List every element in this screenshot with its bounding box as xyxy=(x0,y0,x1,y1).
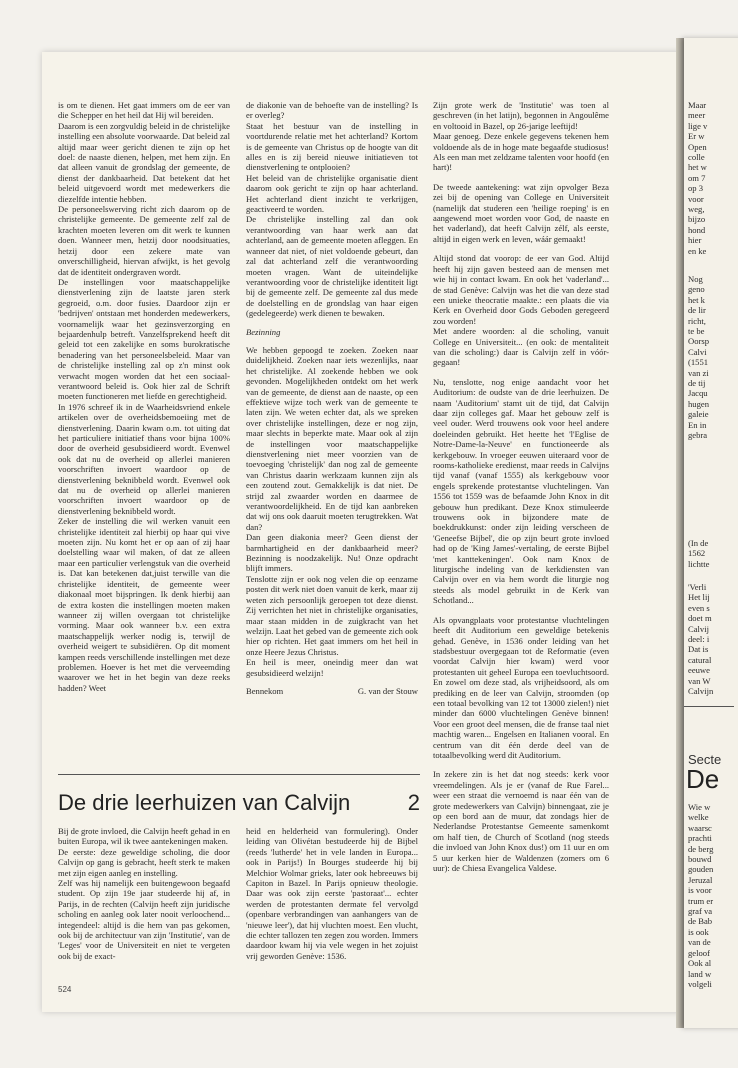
paragraph: In 1976 schreef ik in de Waarheidsvriend enkele artikelen over de overheidsbemoeiing met de dienstverlening. Daarin kwam o.m. tot uiting dat het particuliere initiatief thans voor bijna 100% door de overheid gesubsidieerd wordt. Evenwel ook dat nu de overheid op allerlei manieren voorschriften invoert waardoor op de dienstverlening beknibbeld wordt. Evenwel ook dat nu de overheid op allerlei manieren voorschriften invoert waardoor op de dienstverlening beknibbeld wordt. xyxy=(58,401,230,516)
facing-text-line: Open xyxy=(688,141,707,152)
article-headline xyxy=(58,790,420,816)
facing-text-line: prachti xyxy=(688,833,712,844)
facing-text-line: is voor xyxy=(688,885,712,896)
facing-text-line: van W xyxy=(688,675,711,686)
facing-text-line: Maar xyxy=(688,100,707,110)
facing-text-line: om 7 xyxy=(688,172,706,183)
signature-name: G. van der Stouw xyxy=(357,685,418,696)
facing-text-line: het k xyxy=(688,294,705,305)
paragraph: Zijn grote werk de 'Institutie' was toen al geschreven (in het latijn), begonnen in Angoulême en voltooid in Bazel, op 26-jarige leeftijd! xyxy=(433,100,609,131)
facing-section-label: Secte xyxy=(688,752,722,767)
signature-place: Bennekom xyxy=(246,685,284,696)
facing-text-line: doet m xyxy=(688,613,712,624)
facing-text-line: eeuwe xyxy=(688,665,710,676)
facing-text-line: van zi xyxy=(688,367,709,378)
paragraph: heid en helderheid van formulering). Onder leiding van Olivétan bestudeerde hij de Bijbel (reeds 'lutherde' het in vele landen in Europa... ook in Parijs!) In Bourges studeerde hij bij Melchior Wolmar grieks, later ook hebreeuws bij Capiton in Bazel. In Parijs opnieuw theologie. Daar was ook zijn eerste 'pastoraat'... echter werden de protestanten dermate fel vervolgd (openbare verbrandingen van aanhangers van de 'nieuwe leer'), dat hij vluchten moest. Een vlucht, die echter tallozen ten zegen zou worden. Immers daardoor kwam hij via vele wegen in het zojuist vrij geworden Genève: 1536. xyxy=(246,826,418,961)
paragraph: Zelf was hij namelijk een buitengewoon begaafd student. Op zijn 19e jaar studeerde hij af, in Parijs, in de rechten (Calvijn heeft zijn juridische scholing en aanleg ook later nooit verloochend... integendeel: altijd is die hem van pas gekomen, ook bij de architectuur van zijn 'Institutie', van de 'Leges' voor de Universiteit en niet te vergeten ook bij de exact- xyxy=(58,878,230,961)
facing-text-block xyxy=(688,802,713,989)
facing-text-line: Het lij xyxy=(688,592,710,603)
facing-text-line: op 3 xyxy=(688,183,704,194)
facing-text-line: en ke xyxy=(688,245,707,256)
upper-column-1 xyxy=(58,100,230,760)
article-title: De drie leerhuizen van Calvijn xyxy=(58,790,351,815)
facing-text-line: bouwd xyxy=(688,854,712,865)
lower-column-2 xyxy=(246,826,418,976)
facing-text-line: geloof xyxy=(688,947,710,958)
facing-text-line: Calvi xyxy=(688,346,707,357)
facing-text-line: Jacqu xyxy=(688,388,708,399)
facing-text-line: hugen xyxy=(688,398,710,409)
paragraph: In zekere zin is het dat nog steeds: kerk voor vreemdelingen. Als je er (vanaf de Rue Farel... weer een straat die vernoemd is naar één van de grote medewerkers van Calvijn) binnengaat, zie je op een bord aan de muur, dat zondags hier de Nederlandse Protestantse Gemeente samenkomt om half tien, de Church of Scotland (nog steeds die invloed van John Knox dus!) om 11 uur en om 5 uur kerken hier de Waldenzen (zomers om 6 uur): de Chiesa Evangelica Valdese. xyxy=(433,769,609,874)
paragraph: Zeker de instelling die wil werken vanuit een christelijke identiteit zal hierbij op haar qui vive moeten zijn. Nu komt het er op aan of zij haar doelstelling waar wil maken, of dat ze alleen maar een particulier verlengstuk van die overheid is. Dat kan betekenen dat,juist terwille van die christelijke identiteit, de gemeente weer diakonaal moet bijspringen. Ik denk hierbij aan de extra kosten die instellingen moeten maken wanneer zij willen overgaan tot christelijke vorming. Maar ook wanneer b.v. een extra maatschappelijk werker nodig is, terwijl de overheid weigert te subsidiëren. Op dit moment kampen reeds verschillende instellingen met deze problemen. Hoever is het met die verveemding waarover we het in het begin van deze reeks hadden? Weet xyxy=(58,516,230,693)
facing-text-line: is ook xyxy=(688,926,709,937)
facing-text-line: Jeruzal xyxy=(688,874,713,885)
facing-text-line: trum er xyxy=(688,895,714,906)
facing-text-line: gouden xyxy=(688,864,714,875)
paragraph: De eerste: deze geweldige scholing, die door Calvijn op gang is gebracht, heeft sterk te maken met zijn eigen aanleg en instelling. xyxy=(58,846,230,878)
facing-divider xyxy=(684,706,734,707)
facing-text-block xyxy=(688,100,707,256)
paragraph: En heil is meer, oneindig meer dan wat gesubsidieerd welzijn! xyxy=(246,657,418,678)
facing-text-line: het w xyxy=(688,162,707,173)
facing-text-line: land w xyxy=(688,968,712,979)
facing-page-text xyxy=(684,100,738,1000)
paragraph: Maar genoeg. Deze enkele gegevens tekenen hem voldoende als de in hoge mate begaafde studiosus! Als een man met zeldzame talenten voor hoofd (en hart)! xyxy=(433,131,609,173)
facing-text-line: welke xyxy=(688,812,709,823)
page-number: 524 xyxy=(58,985,72,994)
paragraph: Als opvangplaats voor protestantse vluchtelingen heeft dit Auditorium een geweldige betekenis gehad. Genève, in 1536 onder leiding van het stadsbestuur overgegaan tot de Reformatie (even voordat Calvijn hier kwam) werd voor protestanten uit geheel Europa een toevluchtsoord. En zowel om deze stad, als vrijheidsoord, als om prediking en de leer van Calvijn, stroomden (op een totaal bevolking van 12 tot 13000 zielen!) niet minder dan 6000 vluchtelingen Genève binnen! Voor een groot deel mensen, die de franse taal niet machtig waren... Engelsen en Italianen vooral. En centrum van dit één derde deel van de totaalbevolking werd dit Auditorium. xyxy=(433,614,609,760)
facing-text-line: voor xyxy=(688,193,704,204)
facing-text-line: te be xyxy=(688,326,705,337)
facing-text-line: de tij xyxy=(688,378,706,389)
column-3 xyxy=(433,100,609,980)
paragraph: De tweede aantekening: wat zijn opvolger Beza zei bij de opening van College en Universiteit (namelijk dat studeren een 'heilige roeping' is en aangewend moet worden voor God, de naaste en het vaderland), dat heeft Calvijn zélf, als eerste, altijd in eigen werk en leven, wáár gemaakt! xyxy=(433,181,609,244)
paragraph: is om te dienen. Het gaat immers om de eer van die Schepper en het heil dat Hij wil bereiden. xyxy=(58,100,230,121)
facing-text-line: hond xyxy=(688,224,706,235)
article-number: 2 xyxy=(407,790,420,815)
facing-text-line: Oorsp xyxy=(688,336,710,347)
facing-text-line: de Bab xyxy=(688,916,713,927)
facing-text-line: geno xyxy=(688,284,705,295)
facing-text-line: gebra xyxy=(688,430,708,441)
facing-text-line: Er w xyxy=(688,131,705,142)
paragraph: Bij de grote invloed, die Calvijn heeft gehad in en buiten Europa, wil ik twee aantekeningen maken. xyxy=(58,826,230,847)
facing-text-line: Ook al xyxy=(688,958,712,969)
facing-text-line: de berg xyxy=(688,843,714,854)
facing-text-line: van de xyxy=(688,937,711,948)
facing-text-block xyxy=(688,274,709,441)
facing-text-line: Dat is xyxy=(688,644,709,655)
facing-section-title: De xyxy=(686,764,720,794)
facing-text-line: bijzo xyxy=(688,214,706,225)
facing-text-line: graf va xyxy=(688,906,713,917)
facing-text-line: catural xyxy=(688,654,712,665)
upper-column-2 xyxy=(246,100,418,762)
paragraph: De instellingen voor maatschappelijke dienstverlening zijn de laatste jaren sterk gegroeid, o.m. door fusies. Daardoor zijn er 'bedrijven' ontstaan met honderden medewerkers, voornamelijk waar het gezinsverzorging en bejaardenhulp betreft. Vanzelfsprekend heeft dit geleid tot een zakelijke en soms burokratische benadering van het personeelsbeleid. Maar van de christelijke instelling zal op z'n minst ook verwacht mogen worden dat het een sociaal-verantwoord beleid is. Ook hier zal de Schrift moeten functioneren met liefde en gerechtigheid. xyxy=(58,276,230,402)
facing-text-line: Wie w xyxy=(688,802,711,812)
paragraph: Altijd stond dat voorop: de eer van God. Altijd heeft hij zijn gaven besteed aan de mensen met wie hij in contact kwam. En ook het 'vaderland'... de stad Genève: Calvijn was het die van deze stad een unieke theocratie maakte.: een plaats die via Kerk en Overheid door Gods Geboden geregeerd zou worden! xyxy=(433,253,609,326)
facing-text-line: Calvij xyxy=(688,623,710,634)
page-gutter xyxy=(676,38,684,1028)
facing-text-line: meer xyxy=(688,110,706,121)
paragraph: We hebben gepoogd te zoeken. Zoeken naar duidelijkheid. Zoeken naar iets wezenlijks, naar het christelijke. Al zoekende hebben we ook gevonden. Mogelijkheden ontdekt om het werk van de gemeente, de dienst aan de naaste, op een effektieve wijze toch werk van de gemeente te laten zijn. We weten echter dat, als we spreken over christelijke instellingen, deze er nog zijn, maar slechts in beperkte mate. Maar ook al zijn de instellingen voor maatschappelijke dienstverlening niet meer voorzien van de toevoeging 'christelijk' dan nog zal de gemeente van Christus daarin werkzaam kunnen zijn als een zoutend zout. Gemakkelijk is dat niet. De strijd zal zwaarder worden en daarmee de verantwoordelijkheid. En de tijd kan aanbreken dat wij ons ook daaruit moeten terugtrekken. Wat dan? xyxy=(246,344,418,532)
facing-text-line: Nog xyxy=(688,274,703,284)
facing-text-line: 'Verli xyxy=(688,582,707,592)
facing-text-line: (In de xyxy=(688,538,709,548)
facing-text-line: de lir xyxy=(688,305,706,316)
facing-text-line: volgeli xyxy=(688,978,712,989)
paragraph: Daarom is een zorgvuldig beleid in de christelijke instelling een absolute voorwaarde. Dat beleid zal altijd maar weer gericht dienen te zijn op het doel: de naaste dienen, helpen, met hem zijn. En dat alleen vanuit de grondslag der gemeente, de dienst der dankbaarheid. Dat betekent dat het beleid uitgevoerd wordt met medewerkers die diezelfde intentie hebben. xyxy=(58,120,230,204)
facing-text-line: richt, xyxy=(688,315,706,326)
facing-text-block xyxy=(688,538,709,569)
paragraph: Met andere woorden: al die scholing, vanuit College en Universiteit... (en ook: de mentaliteit van die scholing:) daar is Calvijn zelf in vóór-gegaan! xyxy=(433,326,609,368)
paragraph: Dan geen diakonia meer? Geen dienst der barmhartigheid en der dankbaarheid meer? Bezinning is noodzakelijk. Nu! Onze opdracht blijft immers. xyxy=(246,532,418,574)
section-divider xyxy=(58,774,420,775)
facing-text-line: even s xyxy=(688,602,710,613)
paragraph: de diakonie van de behoefte van de instelling? Is er overleg? xyxy=(246,100,418,121)
lower-column-1 xyxy=(58,826,230,976)
section-subhead: Bezinning xyxy=(246,326,281,337)
paragraph: Het beleid van de christelijke organisatie dient daarom ook gericht te zijn op haar achterland. Het achterland dient inzicht te verkrijgen, geactiveerd te worden. xyxy=(246,172,418,215)
facing-text-line: deel: i xyxy=(688,634,710,645)
paragraph: De christelijke instelling zal dan ook verantwoording van haar werk aan dat achterland, aan de gemeente moeten afleggen. En wanneer dat niet, of niet voldoende gebeurt, dan zal dat achterland zelf die verantwoording moeten vragen. Want de uiteindelijke verantwoording voor de christelijke identiteit ligt bij de gemeente zelf. De gemeente zal dus mede de doelstelling en de grondslag van haar eigen (gedelegeerde) werk dienen te bewaken. xyxy=(246,214,418,319)
paragraph: Staat het bestuur van de instelling in voortdurende relatie met het achterland? Kortom is de gemeente van Christus op de hoogte van dit alles en is zij bereid nieuwe initiatieven tot dienstverlening te ontplooien? xyxy=(246,120,418,173)
facing-text-line: galeie xyxy=(688,409,709,420)
facing-text-line: weg, xyxy=(688,204,705,215)
paragraph: De personeelswerving richt zich daarom op de christelijke gemeente. De gemeente zelf zal de krachten moeten leveren om dit werk te kunnen doen. Wanneer men, hetzij door noodsituaties, hetzij door een zekere mate van onverschilligheid, hiervan afwijkt, is het gevolg dat de identiteit ondergraven wordt. xyxy=(58,204,230,277)
signature xyxy=(246,686,418,696)
facing-text-line: (1551 xyxy=(688,357,709,368)
facing-text-line: En in xyxy=(688,419,707,430)
facing-text-line: hier xyxy=(688,235,702,246)
facing-text-line: waarsc xyxy=(688,822,712,833)
facing-text-line: lige v xyxy=(688,120,708,131)
facing-text-line: 1562 xyxy=(688,548,706,559)
facing-text-line: Calvijn xyxy=(688,686,714,697)
facing-text-block xyxy=(688,582,713,696)
facing-text-line: lichtte xyxy=(688,558,710,569)
paragraph: Nu, tenslotte, nog enige aandacht voor het Auditorium: de oudste van de drie leerhuizen. De naam 'Auditorium' stamt uit de tijd, dat Calvijn daar zijn colleges gaf. Maar het gebouw zelf is veel ouder. Werd trouwens ook voor heel andere doeleinden gebruikt. Het heette het 'l'Eglise de Notre-Dame-la-Neuve' en functioneerde als kerkgebouw. In vroeger eeuwen uiteraard voor de rooms-katholieke eredienst, maar reeds in Calvijns tijd vanaf (vanaf 1555) als kerkgebouw voor engels sprekende protestantse vluchtelingen. Van 1556 tot 1559 was de befaamde John Knox in dit gebouw hun predikant. Deze Knox stimuleerde trouwens ook in bijzondere mate de boekdrukkunst: onder zijn leiding verscheen de 'Geneefse Bijbel', die op zijn beurt grote invloed had op de 'King James'-vertaling, de eerste Bijbel 'met kanttekeningen'. Ook nam Knox de liturgische indeling van de kerkdiensten van Calvijn over en via hem wordt die liturgie nog steeds als model gebruikt in de Kerk van Schotland... xyxy=(433,376,609,606)
facing-text-line: colle xyxy=(688,152,705,163)
paragraph: Tenslotte zijn er ook nog velen die op eenzame posten dit werk niet doen vanuit de kerk, maar zij weten zich persoonlijk geroepen tot deze dienst. Zij verrichten het niet in christelijke organisaties, maar staan midden in de zuigkracht van het welzijn. Laat het gebed van de gemeente zich ook hier op richten. Het gaat immers om het heil in onze Heere Jezus Christus. xyxy=(246,573,418,657)
